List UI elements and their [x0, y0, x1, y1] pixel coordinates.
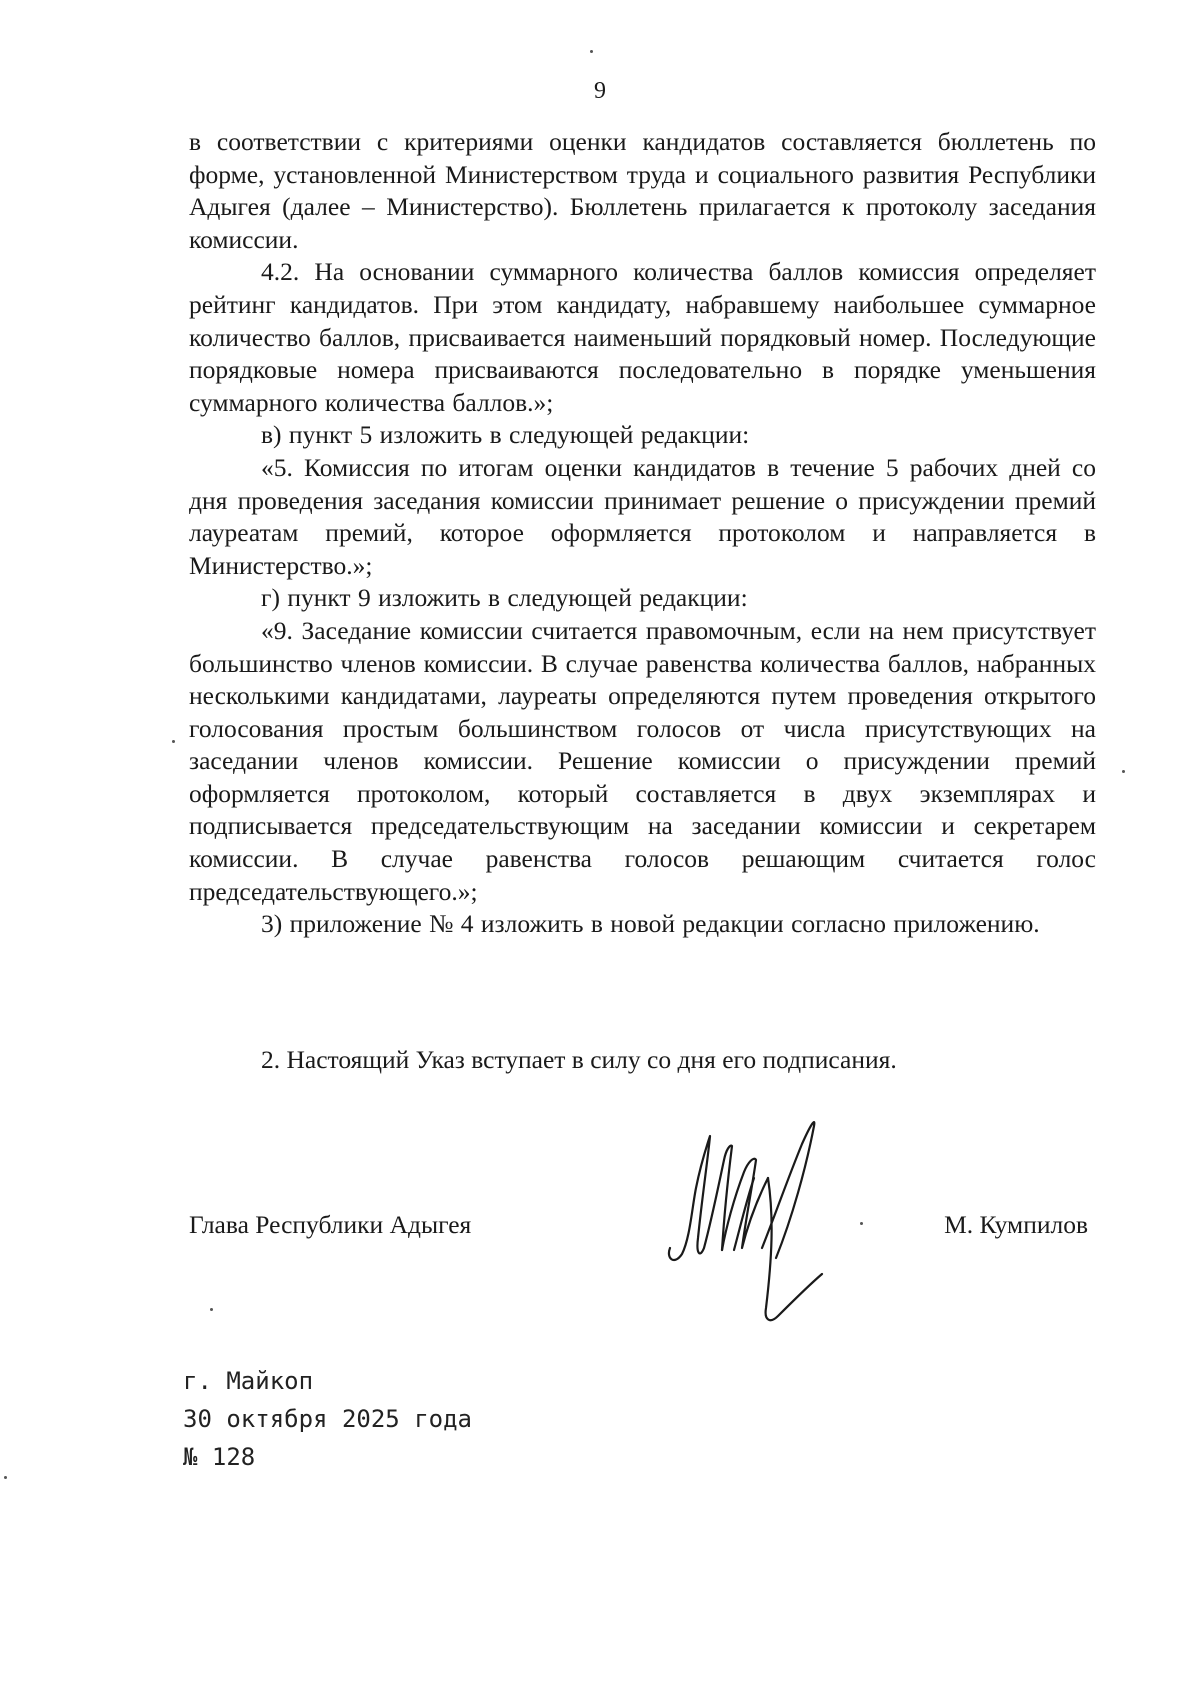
paragraph-point-5-text: «5. Комиссия по итогам оценки кандидатов в течение 5 рабочих дней со дня проведения заседания комиссии принимает решение о присуждении премий лауреатам премий, которое оформляется протоколом и направляется в Министерство.»; [189, 452, 1096, 580]
signature-row [189, 1208, 1096, 1242]
scan-speck [1122, 770, 1125, 773]
paragraph-amend-point-5: в) пункт 5 изложить в следующей редакции: [261, 420, 750, 450]
paragraph-amend-point-9: г) пункт 9 изложить в следующей редакции: [261, 583, 748, 613]
page-number: 9 [594, 78, 606, 104]
paragraph-point-9-text: «9. Заседание комиссии считается правомочным, если на нем присутствует большинство членов комиссии. В случае равенства количества баллов, набранных несколькими кандидатами, лауреаты определяются путем проведения открытого голосования простым большинством голосов от числа присутствующих на заседании членов комиссии. Решение комиссии о присуждении премий оформляется протоколом, который составляется в двух экземплярах и подписывается председательствующим на заседании комиссии и секретарем комиссии. В случае равенства голосов решающим считается голос председательствующего.»; [189, 615, 1096, 906]
handwritten-signature [662, 1098, 842, 1338]
issue-date: 30 октября 2025 года [183, 1405, 472, 1433]
signer-name: М. Кумпилов [944, 1210, 1088, 1239]
scan-speck [590, 50, 593, 53]
paragraph-ballot: в соответствии с критериями оценки кандидатов составляется бюллетень по форме, установленной Министерством труда и социального развития Республики Адыгея (далее – Министерство). Бюллетень прилагается к протоколу заседания комиссии. [189, 127, 1096, 254]
scan-speck [4, 1476, 7, 1479]
issue-place: г. Майкоп [183, 1367, 314, 1395]
document-body [189, 126, 1096, 941]
scan-speck [210, 1308, 213, 1311]
paragraph-rating: 4.2. На основании суммарного количества баллов комиссия определяет рейтинг кандидатов. При этом кандидату, набравшему наибольшее суммарное количество баллов, присваивается наименьший порядковый номер. Последующие порядковые номера присваиваются последовательно в порядке уменьшения суммарного количества баллов.»; [189, 257, 1096, 417]
scan-speck [172, 740, 175, 743]
paragraph-appendix: 3) приложение № 4 изложить в новой редакции согласно приложению. [261, 909, 1040, 939]
signer-title: Глава Республики Адыгея [189, 1210, 472, 1239]
issue-number: № 128 [183, 1443, 256, 1471]
scan-speck [860, 1222, 863, 1225]
issue-block [183, 1362, 472, 1476]
effect-clause: 2. Настоящий Указ вступает в силу со дня его подписания. [261, 1045, 897, 1074]
